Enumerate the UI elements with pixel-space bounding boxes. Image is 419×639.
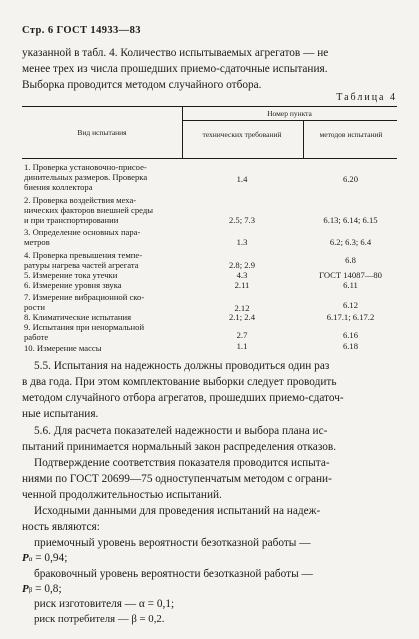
table-row-5-label: 5. Измерение тока утечки — [24, 270, 118, 280]
body-line-16: риск изготовителя — α = 0,1; — [34, 598, 175, 610]
table-row-6-label: 6. Измерение уровня звука — [24, 280, 122, 290]
table-row-10-req: 1.1 — [236, 341, 248, 351]
table-row-9-label-a: 9. Испытания при ненормальной — [24, 322, 145, 332]
table-row-3-req: 1.3 — [236, 237, 248, 247]
body-line-6: пытаний принимается нормальный закон распределения отказов. — [22, 441, 337, 453]
body-line-1: 5.5. Испытания на надежность должны проводиться один раз — [34, 360, 330, 372]
formula-p-alpha — [22, 550, 67, 567]
p-alpha-value: = 0,94; — [35, 552, 68, 564]
p-symbol-2: P — [22, 583, 29, 595]
body-line-4: ные испытания. — [22, 408, 99, 420]
table-row-3-label-a: 3. Определение основных пара- — [24, 227, 141, 237]
body-line-14: браковочный уровень вероятности безотказной работы — — [34, 568, 313, 580]
p-beta-value: = 0,8; — [35, 583, 62, 595]
table-row-1-label-b: динительных размеров. Проверка — [24, 172, 148, 182]
body-line-8: ниями по ГОСТ 20699—75 одноступенчатым методом с ограни- — [22, 473, 332, 485]
table-row-3-meth: 6.2; 6.3; 6.4 — [329, 237, 372, 247]
table-4 — [22, 106, 397, 356]
table-row-10-meth: 6.18 — [342, 341, 359, 351]
table-row-1-label-c: биения коллектора — [24, 182, 93, 192]
table-row-7-meth: 6.12 — [342, 300, 359, 310]
table-row-8-req: 2.1; 2.4 — [228, 312, 256, 322]
body-line-5: 5.6. Для расчета показателей надежности и выбора плана ис- — [34, 425, 328, 437]
table-row-5-req: 4.3 — [236, 270, 248, 280]
body-line-2: в два года. При этом комплектование выборки следует проводить — [22, 376, 337, 388]
table-row-4-label-a: 4. Проверка превышения темпе- — [24, 250, 143, 260]
table-row-9-meth: 6.16 — [342, 330, 359, 340]
page-header: Стр. 6 ГОСТ 14933—83 — [22, 25, 141, 36]
table-caption: Таблица 4 — [336, 92, 397, 103]
body-line-7: Подтверждение соответствия показателя проводится испыта- — [34, 457, 330, 469]
table-row-9-label-b: работе — [24, 332, 49, 342]
table-row-4-req: 2.8; 2.9 — [228, 260, 256, 270]
table-row-5-meth: ГОСТ 14087—80 — [319, 270, 382, 280]
body-line-11: ность являются: — [22, 521, 100, 533]
body-line-12: приемочный уровень вероятности безотказной работы — — [34, 537, 311, 549]
table-row-7-label-a: 7. Измерение вибрационной ско- — [24, 292, 145, 302]
table-row-2-meth: 6.13; 6.14; 6.15 — [323, 215, 378, 225]
table-row-1-label-a: 1. Проверка установочно-присое- — [24, 162, 147, 172]
table-row-4-meth: 6.8 — [345, 255, 356, 265]
body-line-10: Исходными данными для проведения испытаний на надеж- — [34, 505, 321, 517]
table-row-2-label-c: и при транспортировании — [24, 215, 119, 225]
intro-line-3: Выборка проводится методом случайного отбора. — [22, 79, 262, 91]
table-row-2-label-b: нических факторов внешней среды — [24, 205, 153, 215]
header-methods: методов испытаний — [319, 130, 383, 139]
table-row-1-meth: 6.20 — [342, 174, 359, 184]
table-row-6-meth: 6.11 — [343, 280, 358, 290]
intro-line-1: указанной в табл. 4. Количество испытываемых агрегатов — не — [22, 47, 329, 59]
body-line-3: методом случайного отбора агрегатов, прошедших приемо-сдаточ- — [22, 392, 344, 404]
table-row-8-label: 8. Климатические испытания — [24, 312, 132, 322]
table-row-2-label-a: 2. Проверка воздействия меха- — [24, 195, 137, 205]
table-row-9-req: 2.7 — [236, 330, 248, 340]
table-row-2-req: 2.5; 7.3 — [228, 215, 256, 225]
table-row-6-req: 2.11 — [234, 280, 250, 290]
table-row-4-label-b: ратуры нагрева частей агрегата — [24, 260, 139, 270]
beta-subscript: β — [28, 586, 33, 594]
table-row-8-meth: 6.17.1; 6.17.2 — [326, 312, 375, 322]
table-row-3-label-b: метров — [24, 237, 50, 247]
body-line-9: ченной продолжительностью испытаний. — [22, 489, 222, 501]
table-row-7-label-b: рости — [24, 302, 45, 312]
body-line-17: риск потребителя — β = 0,2. — [34, 613, 165, 625]
header-test-type: Вид испытания — [77, 128, 127, 137]
table-row-1-req: 1.4 — [236, 174, 248, 184]
alpha-subscript: α — [28, 555, 33, 563]
header-requirements: технических требований — [202, 130, 282, 139]
p-symbol: P — [22, 552, 29, 564]
table-row-7-req: 2.12 — [234, 303, 250, 313]
table-row-10-label: 10. Измерение массы — [24, 343, 102, 353]
header-clause-number: Номер пункта — [267, 109, 312, 118]
intro-line-2: менее трех из числа прошедших приемо-сдаточные испытания. — [22, 63, 328, 75]
